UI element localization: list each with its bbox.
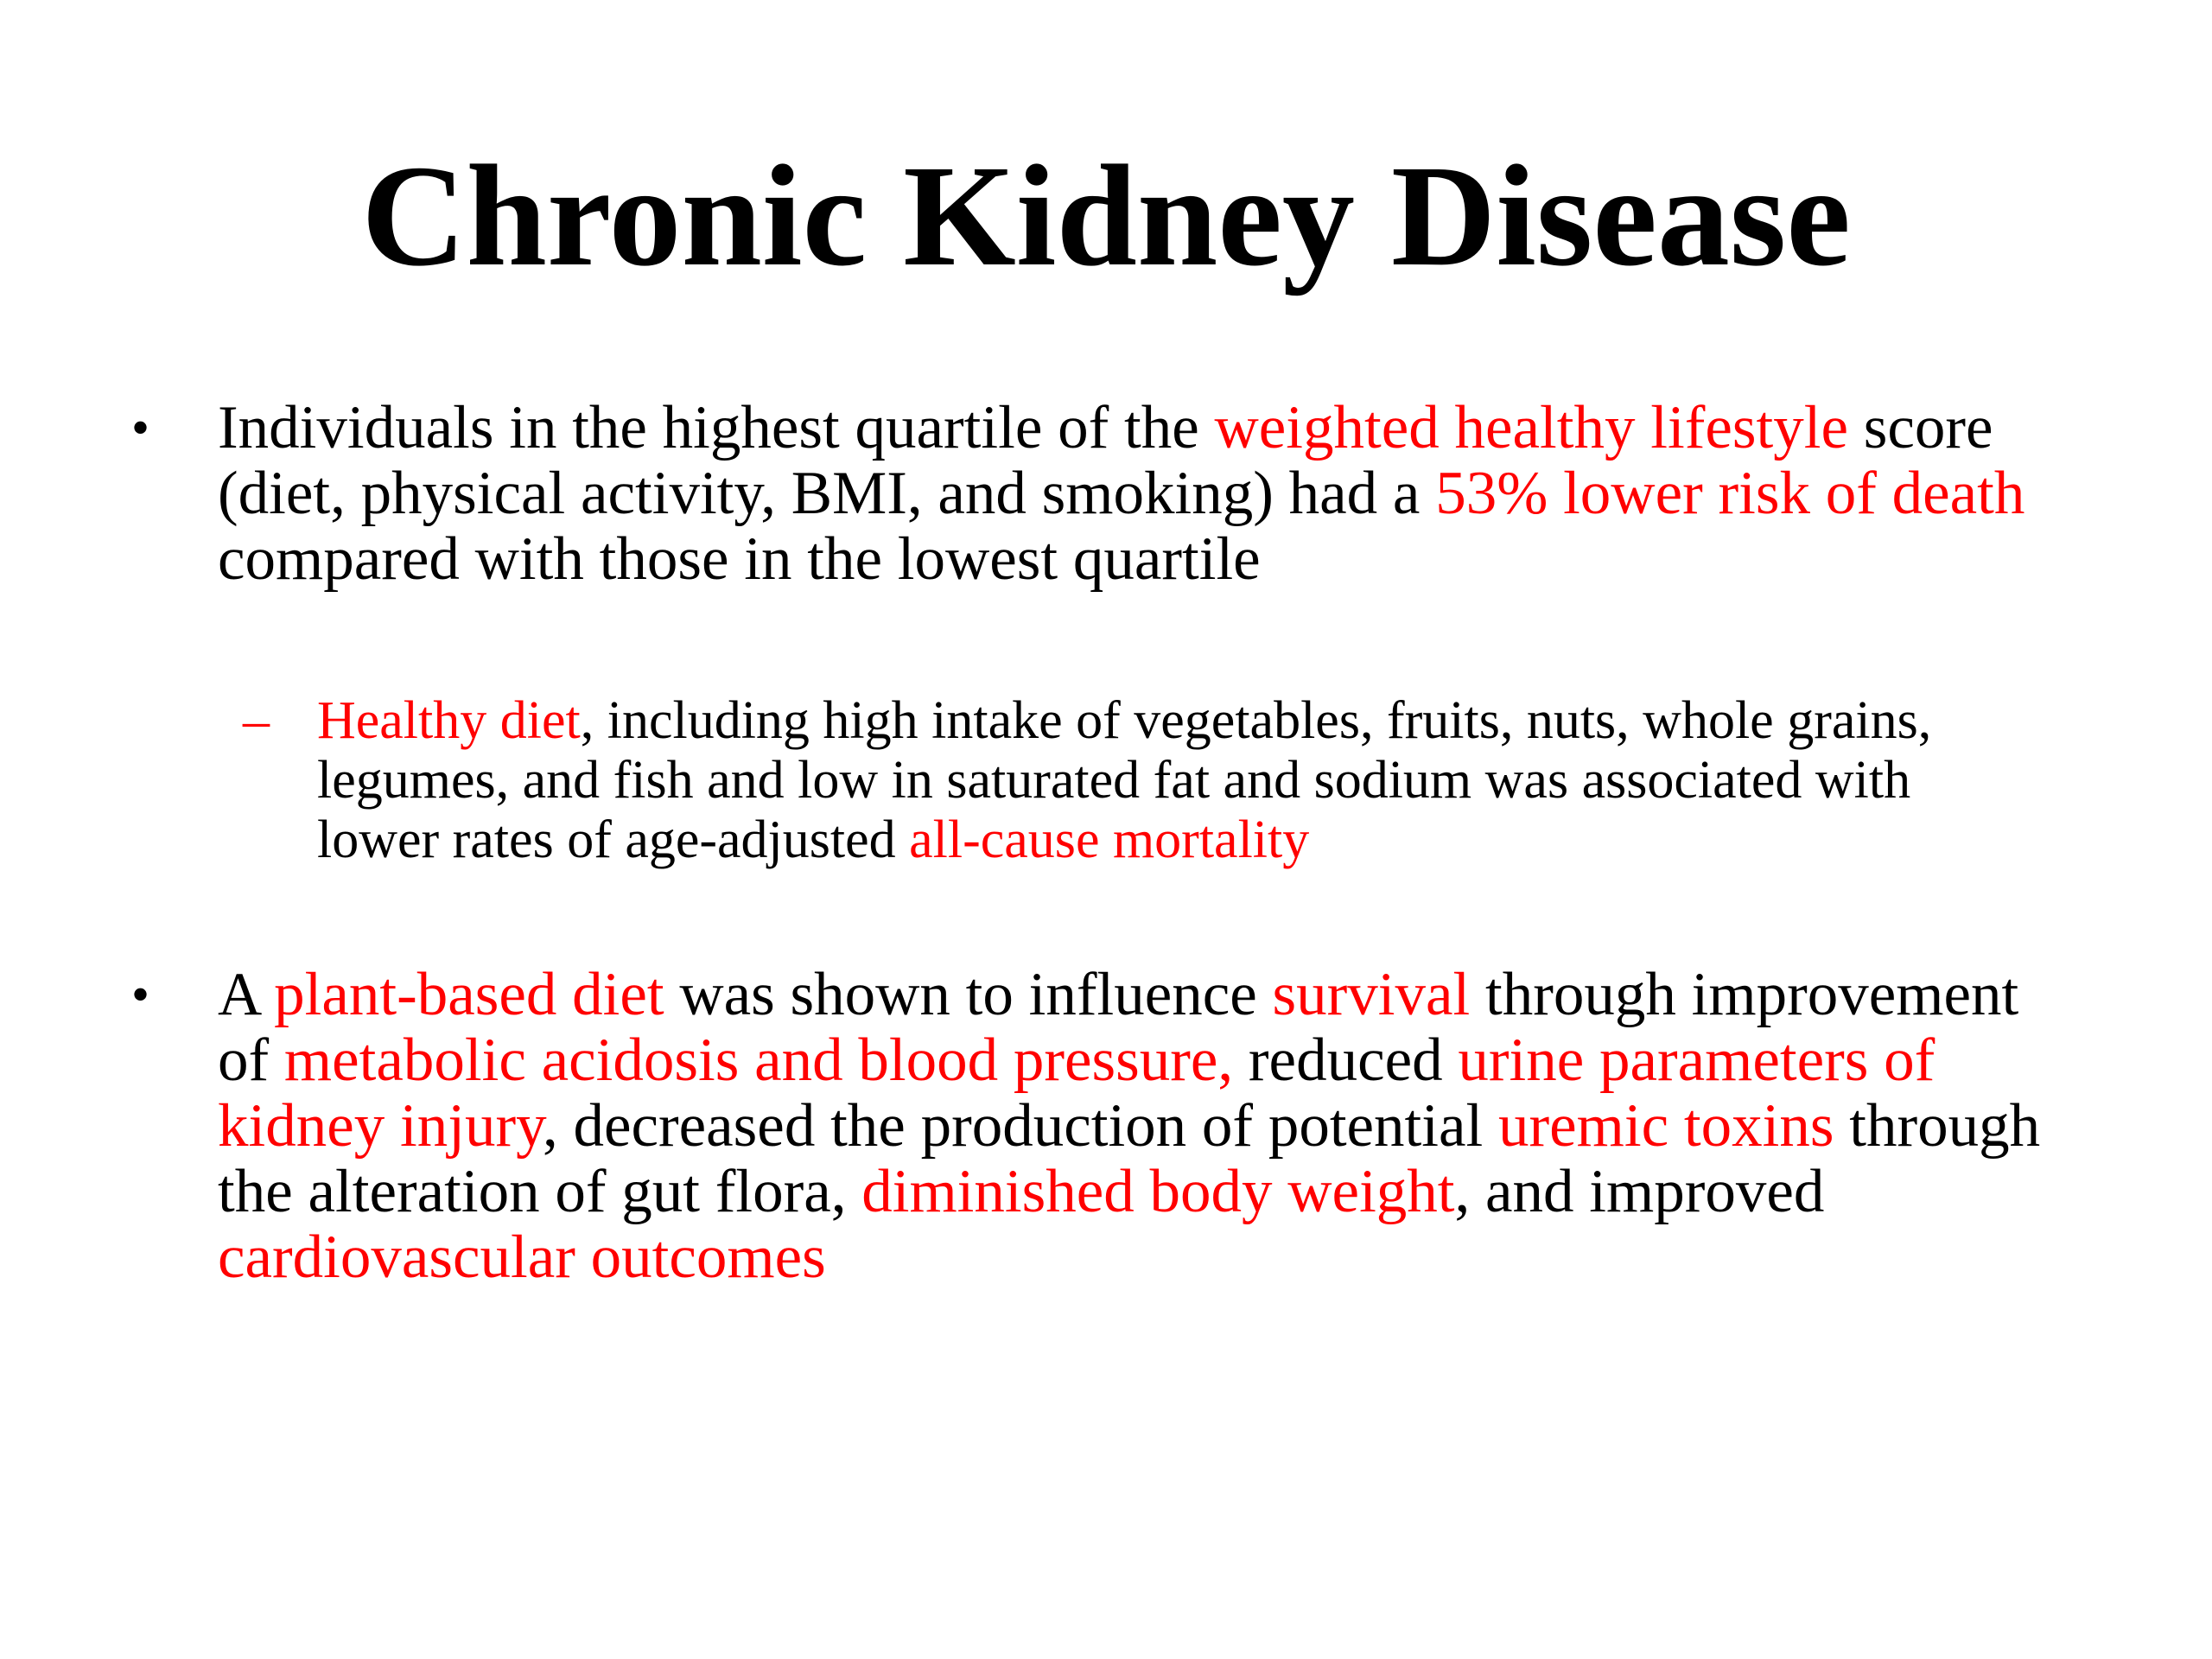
highlight-text: metabolic acidosis and blood pressure, <box>283 1027 1234 1094</box>
bullet-text: , decreased the production of potential <box>542 1092 1498 1160</box>
bullet-text: compared with those in the lowest quartile <box>218 525 1261 593</box>
bullet-text: through the alteration of gut flora, <box>218 1092 2041 1225</box>
sub-bullet-healthy-diet <box>243 691 2028 870</box>
highlight-text: diminished body weight <box>861 1158 1455 1225</box>
highlight-text: Healthy diet <box>317 691 581 750</box>
bullet-text: A <box>218 961 275 1028</box>
bullet-marker: • <box>131 399 150 456</box>
highlight-text: survival <box>1272 961 1471 1028</box>
bullet-text: reduced <box>1233 1027 1459 1094</box>
bullet-lifestyle-score <box>131 394 2075 593</box>
highlight-text: uremic toxins <box>1498 1092 1834 1160</box>
bullet-text: score (diet, physical activity, BMI, and smoking) had a <box>218 394 1993 527</box>
highlight-text: 53% lower risk of death <box>1435 460 2025 527</box>
sub-bullet-text: , including high intake of vegetables, fruits, nuts, whole grains, legumes, and fish and low in saturated fat and sodium was associated with lower rates of age-adjusted <box>317 691 1932 869</box>
highlight-text: plant-based diet <box>274 961 664 1028</box>
highlight-text: urine parameters of kidney injury <box>218 1027 1936 1160</box>
bullet-text: was shown to influence <box>664 961 1273 1028</box>
slide-title: Chronic Kidney Disease <box>361 136 1851 296</box>
bullet-text: , and improved <box>1454 1158 1825 1225</box>
bullet-marker: • <box>131 966 150 1023</box>
bullet-text: through improvement of <box>218 961 2019 1094</box>
bullet-plant-based-diet <box>131 961 2075 1291</box>
highlight-text: cardiovascular outcomes <box>218 1224 826 1291</box>
highlight-text: weighted healthy lifestyle <box>1214 394 1848 461</box>
highlight-text: all-cause mortality <box>909 810 1310 869</box>
sub-bullet-marker: – <box>243 691 270 750</box>
bullet-text: Individuals in the highest quartile of the <box>218 394 1215 461</box>
